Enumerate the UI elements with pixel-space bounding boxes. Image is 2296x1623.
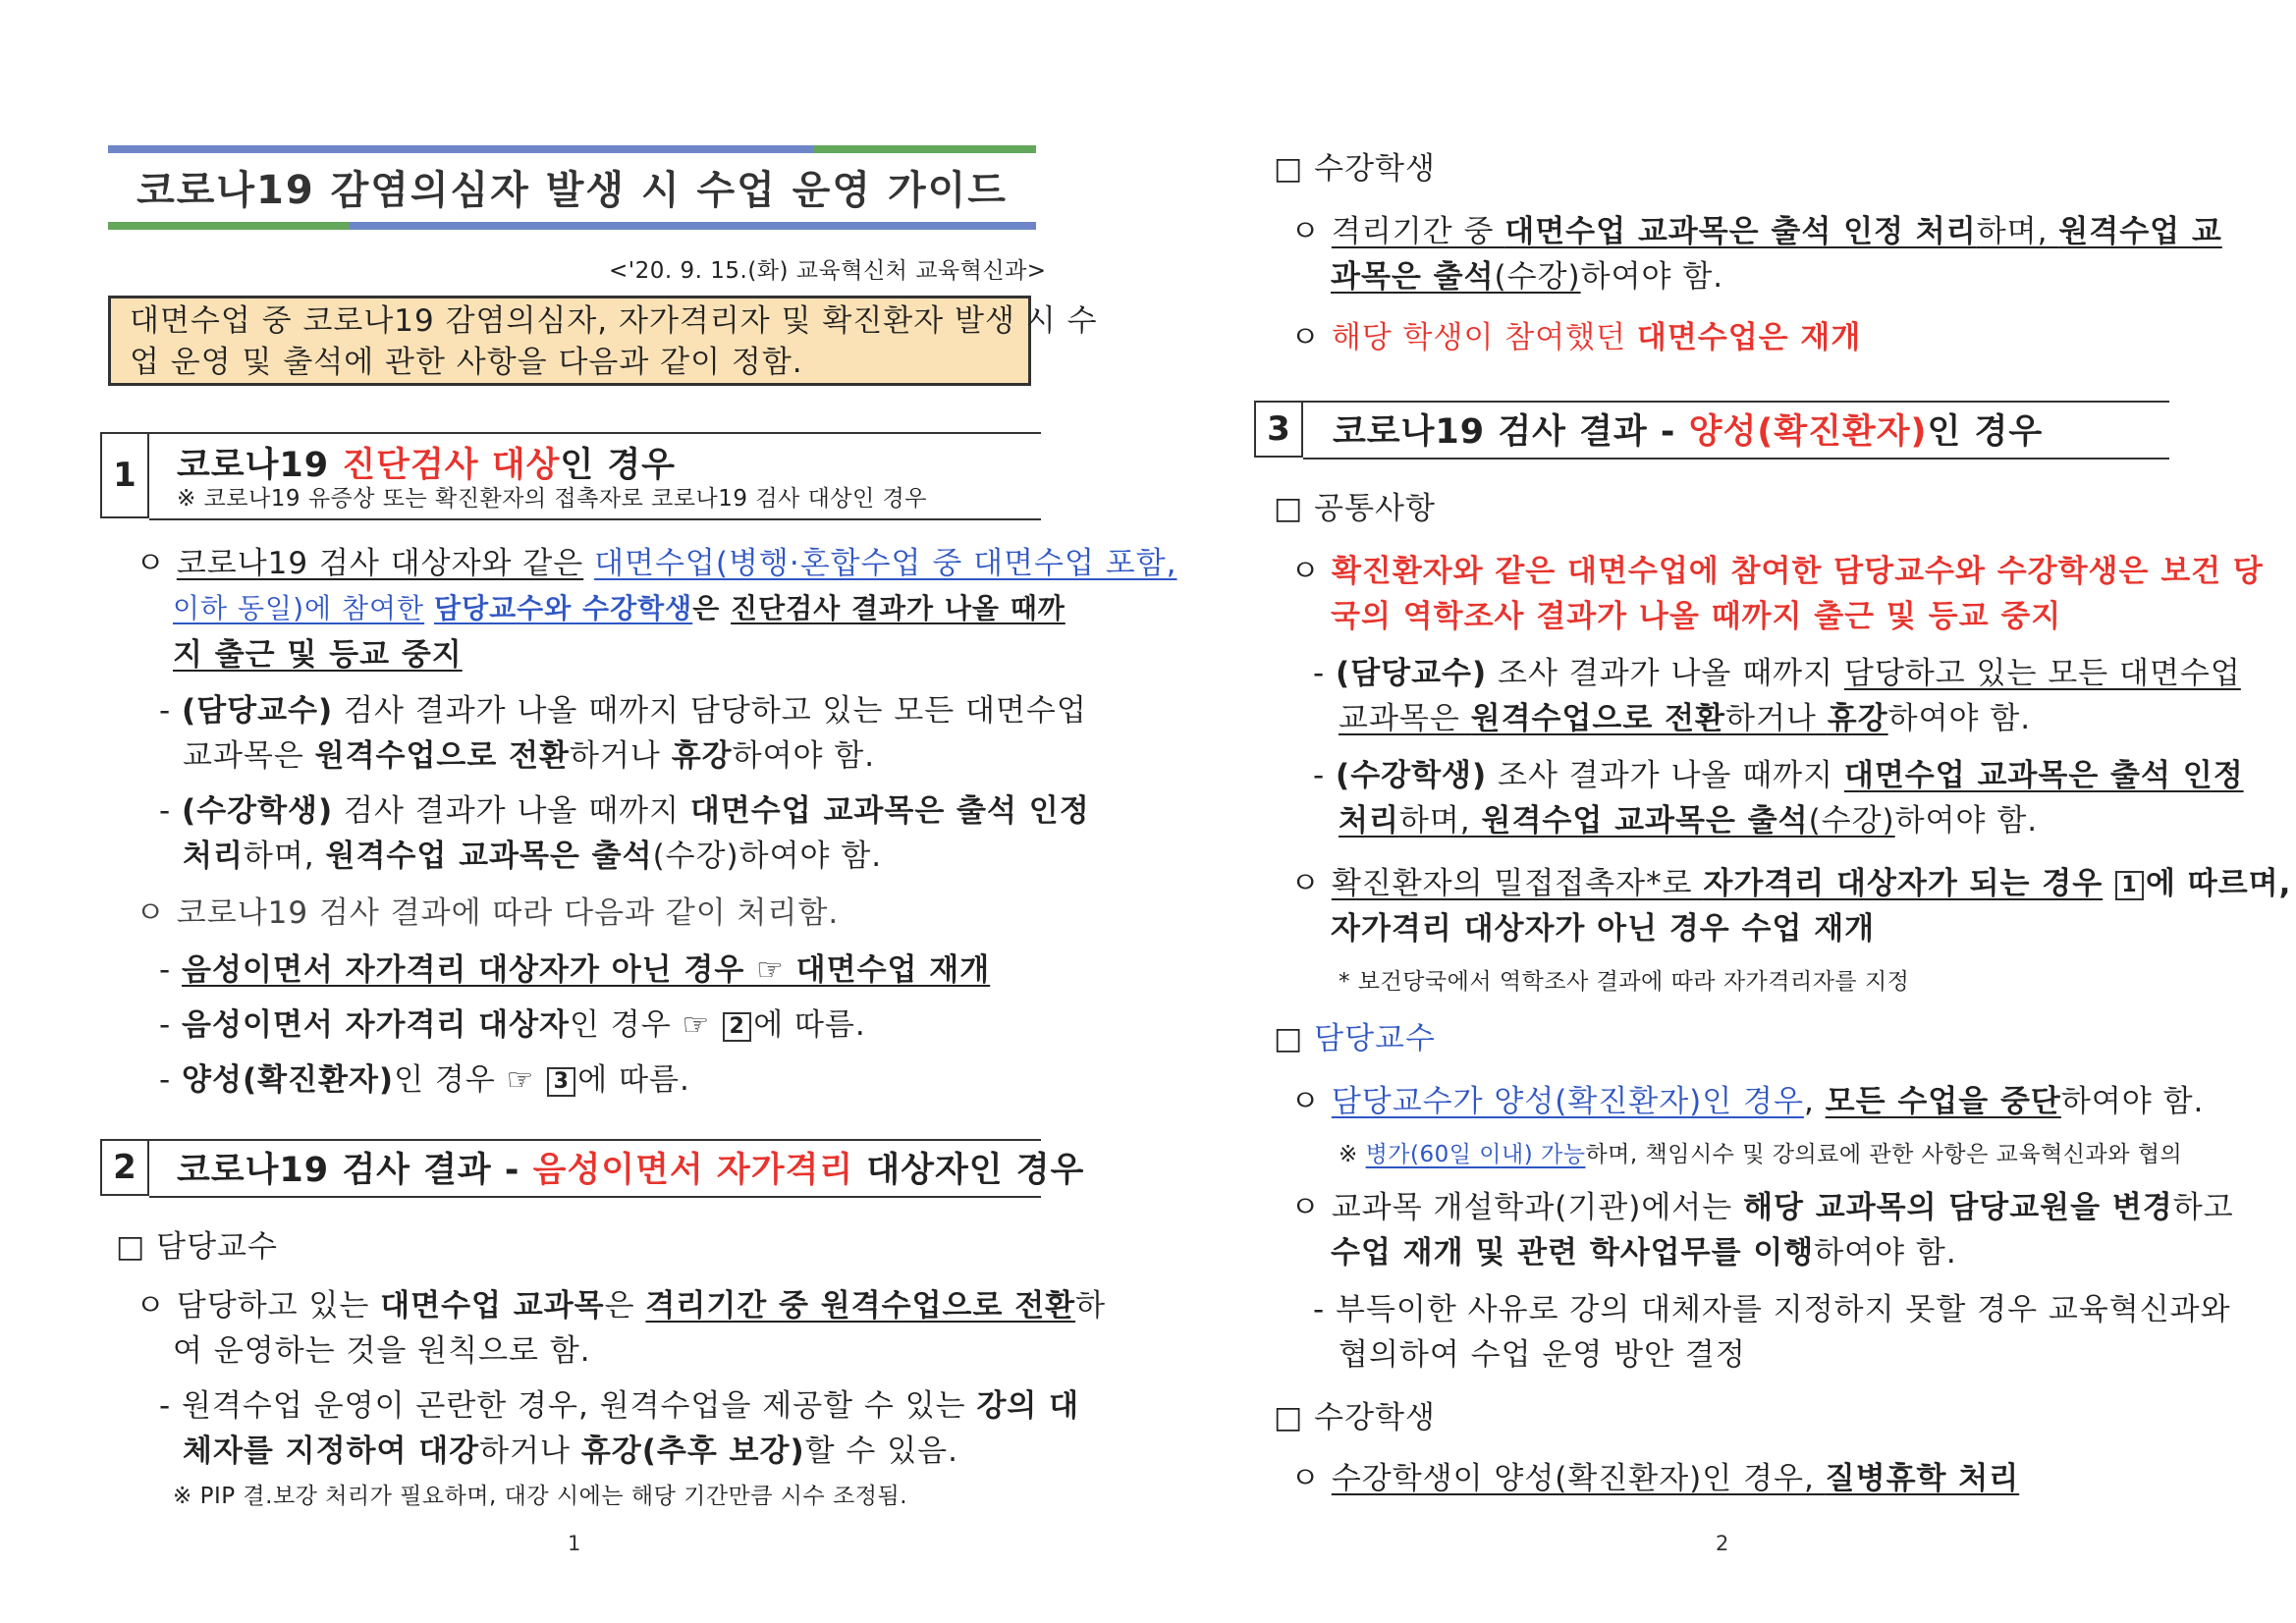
text-run: 자가격리 대상자가 되는 경우 (1703, 866, 2104, 901)
text-run: (수강학생) (182, 793, 334, 829)
text-run: 지 출근 및 등교 중지 (173, 637, 463, 673)
sec1-line (136, 542, 1177, 585)
text-run: 하여야 함. (1814, 1235, 1957, 1271)
p2-top-line (1331, 255, 1723, 298)
text-run: 처리 (1339, 803, 1399, 839)
text-run: (담당교수) (1336, 656, 1488, 691)
text-run: - (1313, 656, 1337, 691)
text-run: (수강) (1808, 803, 1895, 839)
text-run: 병가(60일 이내) 가능 (1365, 1142, 1586, 1167)
text-run: 대면수업(병행·혼합수업 중 대면수업 포함, (594, 546, 1177, 581)
text-run: - (1313, 758, 1337, 793)
sec2-line (159, 1384, 1079, 1428)
section-2-number: 2 (100, 1139, 149, 1196)
text-run: (수강) (1494, 259, 1581, 295)
text-run: □ 공통사항 (1274, 491, 1436, 526)
text-run: ㅇ (1290, 1461, 1332, 1496)
sec3-line (1331, 907, 1875, 950)
text-run: - (159, 1062, 183, 1098)
text-run: 은 (604, 1288, 646, 1324)
text-run: 처리 (183, 839, 244, 874)
text-run: 에 따름. (577, 1062, 690, 1098)
text-run: 검사 결과가 나올 때까지 (333, 793, 690, 829)
text-run: 코로나19 검사 결과 - (1333, 412, 1689, 452)
sec1-line (159, 1058, 690, 1102)
text-run: 하며, (1398, 803, 1482, 839)
section-3-number: 3 (1254, 401, 1303, 458)
sec3-line (1339, 1133, 2182, 1176)
text-run: 하며, (1976, 214, 2059, 249)
text-run: 하여야 함. (738, 839, 883, 874)
text-run: 원격수업으로 전환 (314, 738, 571, 774)
text-run: 하며, (243, 839, 326, 874)
text-run: 하거나 (1725, 701, 1828, 736)
sec1-line (159, 948, 990, 992)
text-run: 에 따름. (753, 1007, 866, 1043)
text-run: 코로나19 검사 결과 - (177, 1151, 533, 1190)
text-run: ※ (1339, 1142, 1366, 1167)
sec3-line (1274, 1017, 1436, 1060)
text-run: 담당교수 (1314, 1021, 1436, 1056)
sec2-line (173, 1475, 907, 1518)
section-ref-box: 2 (723, 1012, 751, 1042)
sec3-line (1339, 960, 1909, 1003)
section-2-bottom-rule (149, 1196, 1041, 1198)
sec1-line (183, 734, 875, 778)
text-run: □ 수강학생 (1274, 1400, 1436, 1435)
text-run: 담당교수와 수강학생 (434, 592, 693, 624)
section-1-note: ※ 코로나19 유증상 또는 확진환자의 접촉자로 코로나19 검사 대상인 경우 (177, 486, 927, 512)
text-run: □ (1274, 1021, 1315, 1056)
section-3-bottom-rule (1303, 458, 2169, 460)
text-run: 담당하고 있는 모든 대면수업 (1843, 656, 2241, 691)
sec1-line (173, 633, 463, 676)
text-run: 질병휴학 처리 (1825, 1461, 2020, 1496)
sec3-line (1290, 862, 2291, 905)
sec2-line (183, 1430, 958, 1473)
title-top-rule (108, 145, 1036, 153)
text-run: □ 담당교수 (116, 1229, 278, 1265)
text-run: 이하 동일)에 참여한 (173, 592, 425, 624)
text-run: 협의하여 수업 운영 방안 결정 (1339, 1337, 1746, 1373)
text-run: 하여야 함. (1887, 701, 2032, 736)
text-run: 하여야 함. (732, 738, 876, 774)
text-run: 진단검사 대상 (342, 446, 561, 485)
page-number: 2 (1716, 1532, 1729, 1555)
text-run: 대상자인 경우 (853, 1151, 1085, 1190)
text-run: 코로나19 검사 대상자와 같은 (176, 546, 584, 581)
text-run: 조사 결과가 나올 때까지 (1487, 758, 1844, 793)
text-run: ㅇ (1290, 320, 1332, 355)
text-run: ㅇ 교과목 개설학과(기관)에서는 (1290, 1190, 1744, 1225)
text-run: 담당교수가 양성(확진환자)인 경우 (1331, 1084, 1804, 1119)
text-run: ㅇ 담당하고 있는 (136, 1288, 381, 1324)
section-3-top-rule (1303, 401, 2169, 403)
text-run: 교과목은 (183, 738, 315, 774)
text-run: 수강학생이 양성(확진환자)인 경우, (1331, 1461, 1826, 1496)
text-run: 조사 결과가 나올 때까지 (1487, 656, 1844, 691)
text-run: - (159, 693, 183, 729)
sec1-line (173, 587, 1066, 630)
date-line: <'20. 9. 15.(화) 교육혁신처 교육혁신과> (609, 258, 1047, 284)
text-run (2103, 866, 2113, 901)
sec3-line (1290, 1080, 2204, 1123)
text-run: 양성(확진환자) (1688, 412, 1928, 452)
text-run: 에 따르며, (2146, 866, 2292, 901)
text-run: 하여야 함. (1580, 259, 1724, 295)
text-run: 원격수업 교 (2058, 214, 2222, 249)
section-ref-box: 3 (547, 1067, 575, 1097)
text-run: ㅇ (1290, 214, 1332, 249)
text-run: 코로나19 (177, 446, 343, 485)
text-run: 음성이면서 자가격리 대상자 (182, 1007, 570, 1043)
sec3-line (1331, 1231, 1957, 1274)
text-run: 하 (1075, 1288, 1107, 1324)
text-run: 교과목은 (1339, 701, 1471, 736)
sec3-line (1290, 1186, 2234, 1229)
text-run: - (159, 793, 183, 829)
section-ref-box: 1 (2115, 871, 2144, 900)
section-2-title (177, 1143, 1084, 1192)
text-run: 모든 수업을 중단 (1825, 1084, 2061, 1119)
sec3-line (1290, 550, 2264, 593)
text-run: 해당 학생이 참여했던 (1331, 320, 1637, 355)
text-run: 인 경우 ☞ (569, 1007, 722, 1043)
sec3-line (1313, 754, 2244, 797)
sec3-line (1331, 595, 2061, 638)
section-2-top-rule (149, 1139, 1041, 1141)
sec1-line (159, 689, 1087, 732)
text-run: 체자를 지정하여 대강 (183, 1434, 480, 1469)
section-1-top-rule (149, 432, 1041, 434)
sec1-line (183, 835, 882, 878)
text-run: 하거나 (479, 1434, 581, 1469)
text-run: 하거나 (570, 738, 672, 774)
text-run: ㅇ (136, 546, 177, 581)
text-run: 휴강 (671, 738, 733, 774)
text-run: ㅇ (1290, 866, 1332, 901)
text-run (583, 546, 594, 581)
text-run: 원격수업 교과목은 출석 (1481, 803, 1809, 839)
text-run: ㅇ 코로나19 검사 결과에 따라 다음과 같이 처리함. (136, 895, 840, 931)
p2-top-line (1290, 210, 2222, 253)
sec2-line (136, 1284, 1106, 1327)
text-run: □ 수강학생 (1274, 151, 1436, 187)
text-run: * 보건당국에서 역학조사 결과에 따라 자가격리자를 지정 (1339, 969, 1910, 995)
text-run: 여 운영하는 것을 원칙으로 함. (173, 1333, 591, 1369)
text-run: 하고 (2172, 1190, 2234, 1225)
text-run: ㅇ (1290, 1084, 1332, 1119)
text-run: 대면수업 교과목은 출석 인정 처리 (1504, 214, 1977, 249)
text-run: 하여야 함. (2060, 1084, 2205, 1119)
sec3-line (1313, 1288, 2231, 1331)
sec3-line (1274, 487, 1436, 530)
text-run: - (159, 952, 183, 988)
text-run: 양성(확진환자) (182, 1062, 395, 1098)
text-run: 해당 교과목의 담당교원을 변경 (1743, 1190, 2173, 1225)
sec1-line (136, 892, 839, 935)
p2-top-line (1290, 316, 1861, 359)
sec3-line (1290, 1457, 2019, 1500)
sec3-line (1339, 697, 2031, 740)
section-1-number: 1 (100, 432, 149, 518)
text-run: , (1803, 1084, 1826, 1119)
text-run: 휴강 (1827, 701, 1888, 736)
text-run: 인 경우 (560, 446, 676, 485)
text-run: 진단검사 결과가 나올 때까 (731, 592, 1066, 624)
page-2 (1148, 0, 2296, 1623)
text-run: 자가격리 대상자가 아닌 경우 수업 재개 (1331, 911, 1876, 947)
sec3-line (1339, 799, 2038, 842)
summary-line-1: 대면수업 중 코로나19 감염의심자, 자가격리자 및 확진환자 발생 시 수 (130, 303, 1098, 339)
page-number: 1 (568, 1532, 581, 1555)
text-run (424, 592, 434, 624)
sec2-line (116, 1225, 278, 1269)
p2-top-line (1274, 147, 1436, 190)
text-run: 대면수업 교과목 (380, 1288, 605, 1324)
text-run: 은 (692, 592, 732, 624)
document-title: 코로나19 감염의심자 발생 시 수업 운영 가이드 (137, 168, 1008, 213)
text-run: 강의 대 (976, 1388, 1080, 1424)
text-run: - 부득이한 사유로 강의 대체자를 지정하지 못할 경우 교육혁신과와 (1313, 1292, 2231, 1327)
text-run: 확진환자의 밀접접촉자*로 (1331, 866, 1704, 901)
text-run: 검사 결과가 나올 때까지 담당하고 있는 모든 대면수업 (333, 693, 1087, 729)
text-run: 국의 역학조사 결과가 나올 때까지 출근 및 등교 중지 (1331, 599, 2062, 634)
text-run: 확진환자와 같은 대면수업에 참여한 담당교수와 수강학생은 보건 당 (1331, 554, 2264, 589)
text-run: 음성이면서 자가격리 대상자가 아닌 경우 ☞ 대면수업 재개 (182, 952, 991, 988)
sec3-line (1274, 1396, 1436, 1439)
sec3-line (1339, 1333, 1746, 1377)
text-run: 인 경우 ☞ (394, 1062, 546, 1098)
text-run: ※ PIP 결.보강 처리가 필요하며, 대강 시에는 해당 기간만큼 시수 조정됨. (173, 1484, 908, 1509)
sec2-line (173, 1329, 591, 1373)
sec3-line (1313, 652, 2241, 695)
text-run: 대면수업 교과목은 출석 인정 (1843, 758, 2244, 793)
text-run: (담당교수) (182, 693, 334, 729)
text-run: 음성이면서 자가격리 (532, 1151, 854, 1190)
title-bottom-rule (108, 222, 1036, 230)
text-run: - (159, 1007, 183, 1043)
text-run: 하여야 함. (1894, 803, 2039, 839)
section-3-title (1333, 405, 2043, 454)
text-run: (수강) (652, 839, 739, 874)
text-run: 격리기간 중 원격수업으로 전환 (645, 1288, 1076, 1324)
text-run: 인 경우 (1927, 412, 2044, 452)
text-run: ㅇ (1290, 554, 1332, 589)
text-run: 대면수업은 재개 (1636, 320, 1862, 355)
text-run: 원격수업으로 전환 (1470, 701, 1726, 736)
text-run: 원격수업 교과목은 출석 (325, 839, 653, 874)
text-run: 휴강(추후 보강) (580, 1434, 805, 1469)
text-run: 할 수 있음. (804, 1434, 958, 1469)
sec1-line (159, 789, 1090, 833)
summary-line-2: 업 운영 및 출석에 관한 사항을 다음과 같이 정함. (130, 345, 803, 380)
text-run: (수강학생) (1336, 758, 1488, 793)
text-run: - 원격수업 운영이 곤란한 경우, 원격수업을 제공할 수 있는 (159, 1388, 977, 1424)
text-run: 수업 재개 및 관련 학사업무를 이행 (1331, 1235, 1815, 1271)
sec1-line (159, 1003, 866, 1047)
text-run: 격리기간 중 (1331, 214, 1505, 249)
text-run: 과목은 출석 (1331, 259, 1495, 295)
text-run: 대면수업 교과목은 출석 인정 (689, 793, 1090, 829)
text-run: 하며, 책임시수 및 강의료에 관한 사항은 교육혁신과와 협의 (1585, 1142, 2183, 1167)
